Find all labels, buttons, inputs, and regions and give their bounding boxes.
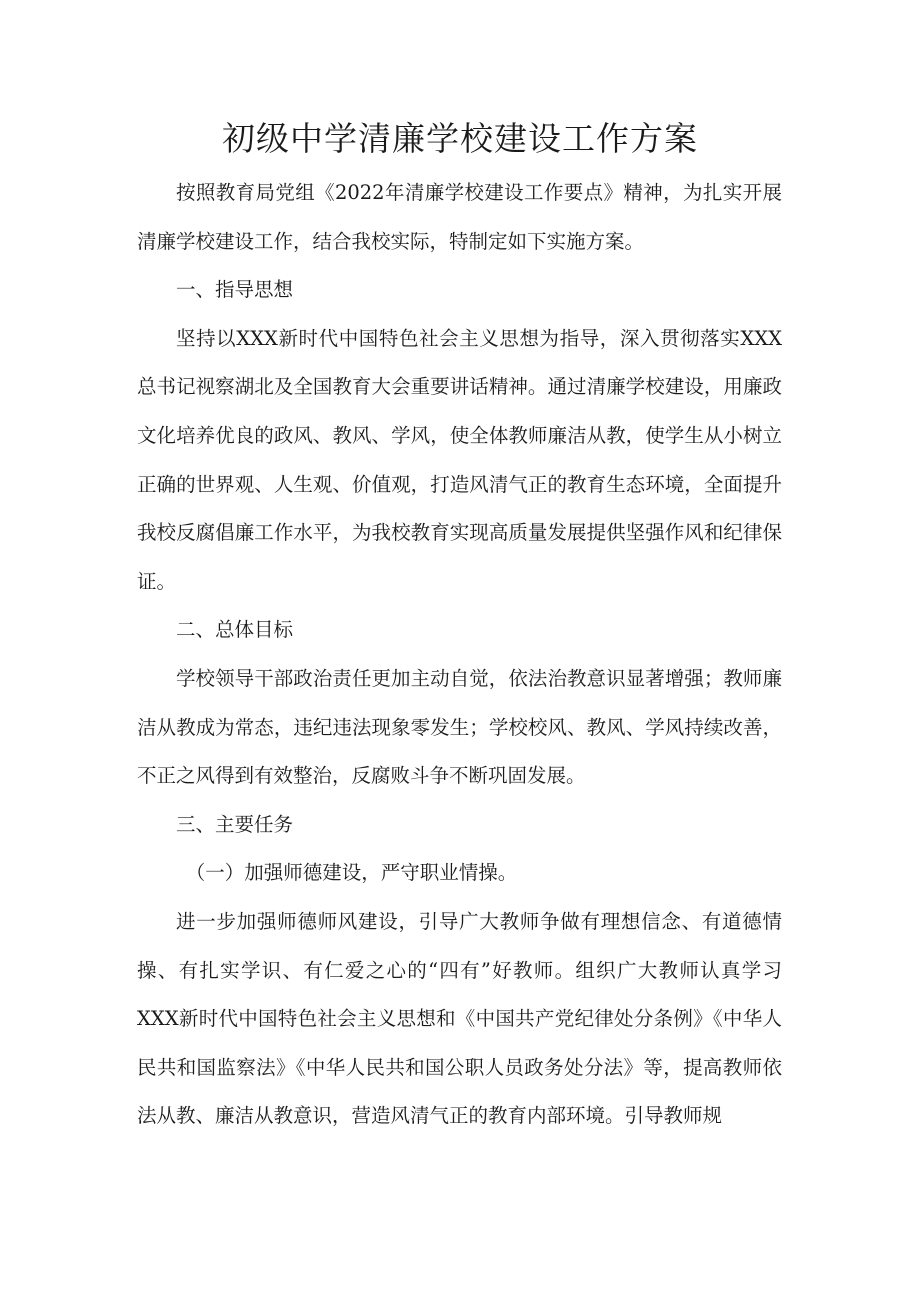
subsection-heading-teacher-ethics: （一）加强师德建设，严守职业情操。 — [185, 861, 518, 885]
document-title: 初级中学清廉学校建设工作方案 — [222, 119, 698, 158]
section-heading-main-tasks: 三、主要任务 — [176, 812, 294, 836]
subsection-paragraph-teacher-ethics: 进一步加强师德师风建设，引导广大教师争做有理想信念、有道德情操、有扎实学识、有仁爱之心的“四有”好教师。组织广大教师认真学习XXX新时代中国特色社会主义思想和《中国共产党纪律处分条例》《中华人民共和国监察法》《中华人民共和国公职人员政务处分法》等，提高教师依法从教、廉洁从教意识，营造风清气正的教育内部环境。引导教师规 — [137, 909, 782, 1128]
section-heading-overall-goal: 二、总体目标 — [176, 618, 294, 642]
section-paragraph-overall-goal: 学校领导干部政治责任更加主动自觉，依法治教意识显著增强；教师廉洁从教成为常态，违纪违法现象零发生；学校校风、教风、学风持续改善，不正之风得到有效整治，反腐败斗争不断巩固发展。 — [137, 666, 782, 788]
document-body — [137, 169, 782, 1141]
section-heading-guiding-thought: 一、指导思想 — [176, 278, 294, 302]
intro-paragraph: 按照教育局党组《2022年清廉学校建设工作要点》精神，为扎实开展清廉学校建设工作，结合我校实际，特制定如下实施方案。 — [137, 181, 782, 253]
section-paragraph-guiding-thought: 坚持以XXX新时代中国特色社会主义思想为指导，深入贯彻落实XXX总书记视察湖北及全国教育大会重要讲话精神。通过清廉学校建设，用廉政文化培养优良的政风、教风、学风，使全体教师廉洁从教，使学生从小树立正确的世界观、人生观、价值观，打造风清气正的教育生态环境，全面提升我校反腐倡廉工作水平，为我校教育实现高质量发展提供坚强作风和纪律保证。 — [137, 326, 782, 593]
